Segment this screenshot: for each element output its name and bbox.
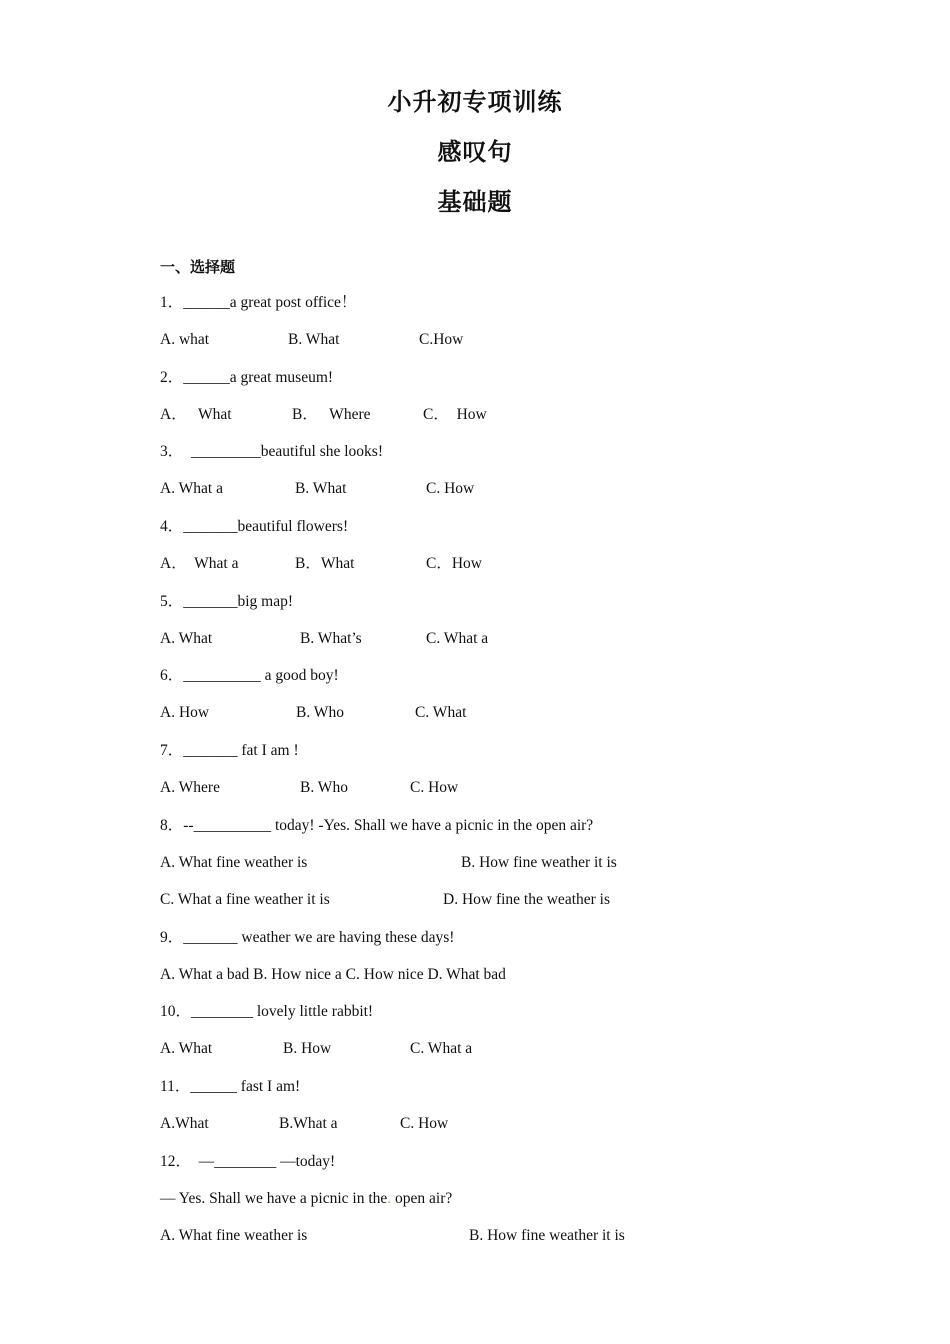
option-d: D. How fine the weather is — [443, 891, 611, 908]
option-a: A. What — [160, 1040, 213, 1057]
option-b: B．What — [295, 555, 355, 572]
option-a: A. What fine weather is — [160, 854, 308, 871]
option-b: B． Where — [292, 406, 371, 423]
question-stem: 1．______a great post office！ — [160, 294, 357, 311]
option-a: A. What fine weather is — [160, 1227, 308, 1244]
option-c: C． How — [423, 406, 487, 423]
option-c: C. What — [415, 704, 467, 721]
question-stem: 10．________ lovely little rabbit! — [160, 1003, 374, 1020]
option-a: A. What a — [160, 480, 223, 497]
stem-text-before: — Yes. Shall we have a picnic in the — [160, 1190, 388, 1207]
option-b: B. What — [295, 480, 347, 497]
option-a: A． What — [160, 406, 232, 423]
question-stem: 2．______a great museum! — [160, 369, 334, 386]
option-a: A． What a — [160, 555, 239, 572]
options-inline: A. What a bad B. How nice a C. How nice D. What bad — [160, 966, 506, 983]
option-a: A. How — [160, 704, 210, 721]
question-stem: 11．______ fast I am! — [160, 1078, 301, 1095]
option-b: B. How fine weather it is — [469, 1227, 625, 1244]
question-stem-continued — [160, 1189, 452, 1209]
question-stem: 3． _________beautiful she looks! — [160, 443, 384, 460]
option-c: C. How — [400, 1115, 449, 1132]
question-stem: 9．_______ weather we are having these days! — [160, 929, 455, 946]
question-stem: 4．_______beautiful flowers! — [160, 518, 349, 535]
option-c: C. What a — [426, 630, 489, 647]
question-stem: 8．--__________ today! -Yes. Shall we have a picnic in the open air? — [160, 817, 594, 834]
option-b: B.What a — [279, 1115, 338, 1132]
question-stem: 12． —________ —today! — [160, 1153, 336, 1170]
option-c: C. What a — [410, 1040, 473, 1057]
stray-mark: . — [387, 1190, 392, 1207]
option-a: A. What — [160, 630, 213, 647]
option-c: C.How — [419, 331, 464, 348]
question-stem: 6．__________ a good boy! — [160, 667, 339, 684]
option-b: B. What’s — [300, 630, 362, 647]
question-stem: 7．_______ fat I am ! — [160, 742, 299, 759]
option-b: B. Who — [300, 779, 348, 796]
option-b: B. What — [288, 331, 340, 348]
subtitle-level: 基础题 — [437, 188, 513, 216]
stem-text-after: open air? — [391, 1190, 453, 1207]
subtitle-topic: 感叹句 — [437, 138, 513, 166]
option-c: C. How — [410, 779, 459, 796]
section-heading: 一、选择题 — [160, 258, 236, 276]
option-b: B. How fine weather it is — [461, 854, 617, 871]
question-stem: 5．_______big map! — [160, 593, 294, 610]
option-c: C．How — [426, 555, 482, 572]
option-a: A. Where — [160, 779, 220, 796]
option-c: C. What a fine weather it is — [160, 891, 330, 908]
option-b: B. How — [283, 1040, 332, 1057]
option-b: B. Who — [296, 704, 344, 721]
option-c: C. How — [426, 480, 475, 497]
main-title: 小升初专项训练 — [387, 88, 563, 116]
option-a: A. what — [160, 331, 210, 348]
option-a: A.What — [160, 1115, 209, 1132]
